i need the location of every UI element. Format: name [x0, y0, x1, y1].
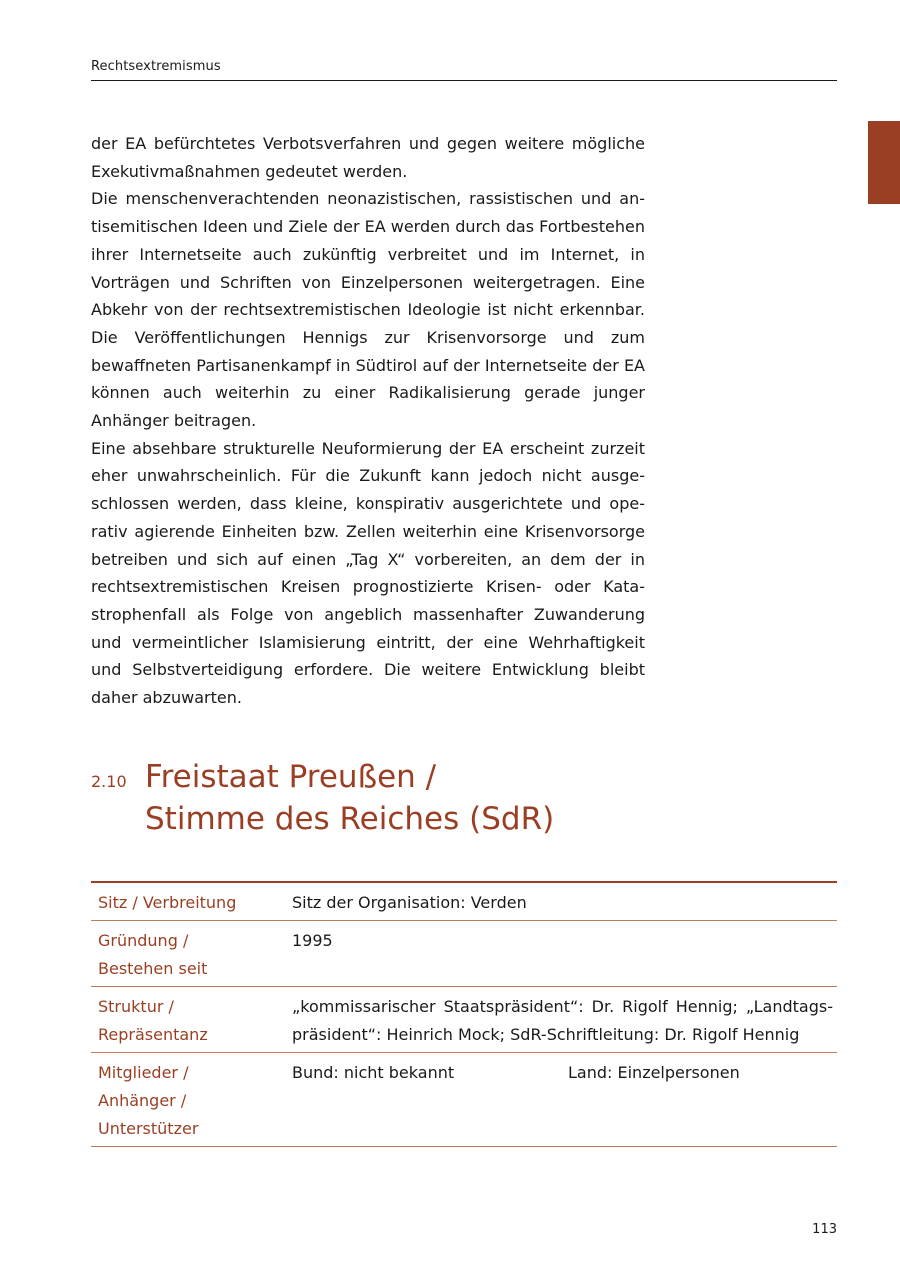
row-label-line: Mitglieder /	[98, 1063, 189, 1082]
table-row	[91, 882, 837, 921]
row-label	[91, 921, 292, 987]
body-text	[91, 130, 645, 712]
row-value: Sitz der Organisation: Verden	[292, 882, 837, 921]
paragraph: Die menschenverachtenden neonazistischen, rassistischen und antisemitischen Ideen und Ziele der EA werden durch das Fortbestehen ihrer Internetseite auch zukünftig verbreitet und im Internet, in Vorträgen und Schriften von Einzelpersonen weitergetragen. Eine Abkehr von der rechtsextremistischen Ideologie ist nicht erkennbar. Die Veröffentlichungen Hennigs zur Krisenvorsorge und zum bewaffneten Partisanenkampf in Südtirol auf der Internetseite der EA können auch weiterhin zu einer Radikalisierung gerade junger Anhänger beitragen.	[91, 189, 645, 431]
running-header: Rechtsextremismus	[91, 59, 837, 81]
section-number: 2.10	[91, 772, 127, 791]
row-label-line: Unterstützer	[98, 1119, 199, 1138]
row-value	[292, 1053, 837, 1147]
row-label-line: Struktur /	[98, 997, 174, 1016]
paragraph: Eine absehbare strukturelle Neuformierung der EA erscheint zurzeit eher unwahrscheinlich. Für die Zukunft kann jedoch nicht ausgeschlossen werden, dass kleine, konspirativ ausgerichtete und operativ agierende Einheiten bzw. Zellen weiterhin eine Krisenvorsorge betreiben und sich auf einen „Tag X“ vorbereiten, an dem der in rechtsextremistischen Kreisen prognostizierte Krisen- oder Katastrophenfall als Folge von angeblich massenhafter Zuwanderung und vermeintlicher Islamisierung eintritt, der eine Wehrhaftigkeit und Selbstverteidigung erfordere. Die weitere Entwicklung bleibt daher abzuwarten.	[91, 438, 645, 708]
row-label-line: Bestehen seit	[98, 959, 208, 978]
row-value-state: Land: Einzelpersonen	[568, 1063, 740, 1082]
row-label-line: Gründung /	[98, 931, 189, 950]
section-title	[145, 756, 554, 840]
table-row	[91, 987, 837, 1053]
section-title-line: Stimme des Reiches (SdR)	[145, 801, 555, 837]
organization-facts-table	[91, 881, 837, 1147]
row-label: Sitz / Verbreitung	[91, 882, 292, 921]
page-number: 113	[812, 1222, 837, 1237]
table-row	[91, 921, 837, 987]
row-label	[91, 1053, 292, 1147]
row-label-line: Anhänger /	[98, 1091, 187, 1110]
paragraph: der EA befürchtetes Verbotsverfahren und gegen weitere mögliche Exekutivmaßnahmen gedeutet werden.	[91, 134, 645, 181]
chapter-marker-tab	[868, 121, 900, 204]
row-value: 1995	[292, 921, 837, 987]
row-value: „kommissarischer Staatspräsident“: Dr. Rigolf Hennig; „Landtagspräsident“: Heinrich Mock; SdR-Schriftleitung: Dr. Rigolf Hennig	[292, 987, 837, 1053]
table-row	[91, 1053, 837, 1147]
row-label-line: Repräsentanz	[98, 1025, 208, 1044]
row-value-federal: Bund: nicht bekannt	[292, 1063, 455, 1082]
row-label	[91, 987, 292, 1053]
section-title-line: Freistaat Preußen /	[145, 759, 437, 795]
